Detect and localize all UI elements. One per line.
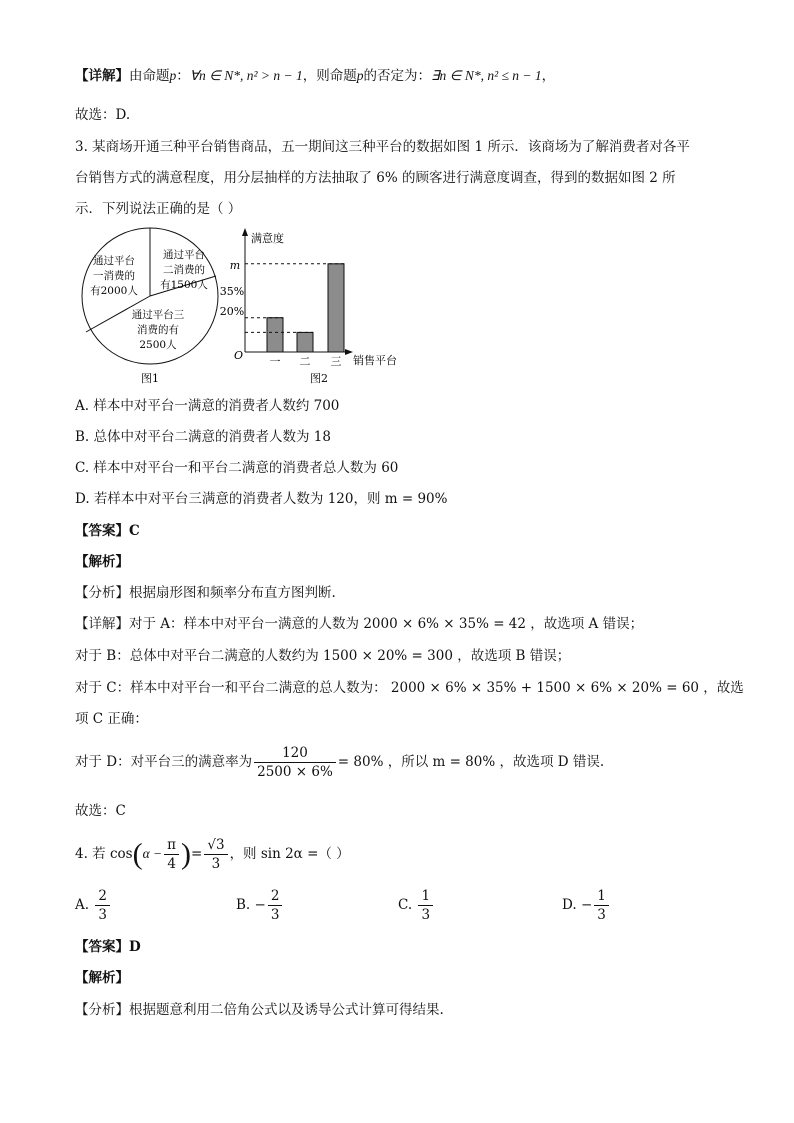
q3-stem-line1: 3. 某商场开通三种平台销售商品，五一期间这三种平台的数据如图 1 所示．该商场为了解消费者对各平 bbox=[75, 139, 690, 155]
q4-stem-post: ，则 sin 2α =（ ） bbox=[229, 846, 350, 862]
opt-label: A. bbox=[75, 897, 90, 913]
opt-fraction bbox=[594, 887, 609, 924]
bar-1 bbox=[267, 318, 283, 352]
opt-label: D. bbox=[562, 897, 577, 913]
bar-3 bbox=[328, 264, 344, 352]
q2-text-c: 的否定为： bbox=[363, 68, 432, 84]
q3-option-a: A. 样本中对平台一满意的消费者人数约 700 bbox=[75, 398, 340, 414]
slice3-line1: 通过平台三 bbox=[131, 309, 185, 321]
q2-detail bbox=[75, 67, 555, 85]
opt-den: 3 bbox=[95, 905, 110, 924]
equals: = bbox=[191, 846, 203, 862]
fig2-caption: 图2 bbox=[310, 372, 328, 385]
q3-analysis: 【分析】根据扇形图和频率分布直方图判断. bbox=[75, 585, 336, 601]
q2-end: ， bbox=[541, 68, 556, 84]
opt-label: C. bbox=[398, 897, 413, 913]
bar-2 bbox=[297, 332, 313, 352]
x-tick-label-2: 二 bbox=[299, 355, 311, 368]
slice2-line1: 通过平台 bbox=[163, 249, 205, 261]
q3-option-d: D. 若样本中对平台三满意的消费者人数为 120，则 m = 90% bbox=[75, 491, 448, 507]
sqrt3: √3 bbox=[207, 837, 225, 853]
x-axis-label: 销售平台 bbox=[353, 354, 397, 367]
four: 4 bbox=[164, 854, 179, 873]
q3-detail-c1: 对于 C：样本中对平台一和平台二满意的总人数为： 2000 × 6% × 35% + 1500 × 6% × 20% = 60 ，故选 bbox=[75, 680, 744, 696]
q4-option-c bbox=[398, 887, 435, 924]
q3-detail-a: 【详解】对于 A：样本中对平台一满意的人数为 2000 × 6% × 35% = 42 ，故选项 A 错误； bbox=[75, 616, 644, 632]
opt-num: 1 bbox=[421, 888, 431, 904]
q4-option-d bbox=[562, 887, 611, 924]
q3-stem-line2: 台销售方式的满意程度，用分层抽样的方法抽取了 6% 的顾客进行满意度调查，得到的数据如图 2 所 bbox=[75, 170, 676, 186]
y-tick-m: m bbox=[229, 259, 241, 272]
opt-num: 1 bbox=[597, 888, 606, 904]
q2-p: p bbox=[169, 68, 177, 83]
detail-tag: 【详解】 bbox=[75, 68, 129, 84]
opt-den: 3 bbox=[594, 905, 609, 924]
pi: π bbox=[167, 837, 177, 853]
opt-fraction bbox=[418, 887, 433, 924]
q2-expr2: ∃n ∈ N*, n² ≤ n − 1 bbox=[431, 68, 542, 83]
right-paren: ) bbox=[181, 837, 192, 871]
slice3-line2: 消费的有 bbox=[137, 324, 179, 336]
pie-figure bbox=[80, 226, 220, 386]
q4-option-b bbox=[236, 887, 284, 924]
opt-sign: − bbox=[580, 897, 593, 913]
q4-stem bbox=[75, 836, 350, 873]
opt-sign: − bbox=[254, 897, 266, 913]
slice1-line2: 一消费的 bbox=[93, 270, 135, 282]
detail-d-post: = 80% ，所以 m = 80% ，故选项 D 错误. bbox=[337, 754, 605, 770]
q2-colon: ： bbox=[176, 68, 190, 84]
q3-detail-c2: 项 C 正确： bbox=[75, 711, 148, 727]
q2-text: 由命题 bbox=[129, 68, 170, 84]
q4-answer: 【答案】D bbox=[75, 939, 141, 955]
slice2-line3: 有1500人 bbox=[160, 279, 208, 291]
slice1-line1: 通过平台 bbox=[93, 255, 135, 267]
q4-alpha: α − bbox=[142, 846, 163, 861]
opt-den: 3 bbox=[268, 905, 283, 924]
pi-over-4 bbox=[164, 836, 179, 873]
q4-cos: 4. 若 cos bbox=[75, 846, 133, 862]
y-axis-arrow bbox=[242, 228, 248, 236]
opt-num: 2 bbox=[270, 888, 280, 904]
x-tick-label-3: 三 bbox=[330, 355, 342, 368]
detail-d-pre: 对于 D：对平台三的满意率为 bbox=[75, 754, 253, 770]
x-tick-label-1: 一 bbox=[269, 355, 281, 368]
sqrt3-over-3 bbox=[204, 836, 227, 873]
fig1-caption: 图1 bbox=[141, 372, 159, 385]
opt-num: 2 bbox=[98, 888, 107, 904]
slice2-line2: 二消费的 bbox=[163, 264, 205, 276]
q2-expr1: ∀n ∈ N*, n² > n − 1 bbox=[189, 68, 303, 83]
bar-chart bbox=[219, 226, 415, 386]
q3-detail-d bbox=[75, 744, 604, 781]
q3-option-b: B. 总体中对平台二满意的消费者人数为 18 bbox=[75, 429, 331, 445]
y-tick-35: 35% bbox=[219, 285, 245, 298]
q2-p2: p bbox=[356, 68, 364, 83]
q3-stem-line3: 示．下列说法正确的是（ ） bbox=[75, 201, 242, 217]
opt-fraction bbox=[268, 887, 283, 924]
three: 3 bbox=[204, 854, 227, 873]
left-paren: ( bbox=[132, 837, 143, 871]
opt-fraction bbox=[95, 887, 110, 924]
y-axis-label: 满意度 bbox=[251, 232, 284, 245]
q3-option-c: C. 样本中对平台一和平台二满意的消费者总人数为 60 bbox=[75, 460, 399, 476]
q4-option-a bbox=[75, 887, 112, 924]
frac-denominator: 2500 × 6% bbox=[254, 762, 336, 781]
opt-den: 3 bbox=[418, 905, 433, 924]
q3-answer: 【答案】C bbox=[75, 523, 140, 539]
x-axis-arrow bbox=[345, 349, 353, 355]
slice1-line3: 有2000人 bbox=[90, 285, 138, 297]
q2-choose: 故选：D. bbox=[75, 107, 131, 123]
detail-d-fraction bbox=[254, 744, 336, 781]
y-tick-20: 20% bbox=[219, 305, 245, 318]
q3-choose: 故选：C bbox=[75, 803, 126, 819]
q4-analysis: 【分析】根据题意利用二倍角公式以及诱导公式计算可得结果. bbox=[75, 1002, 444, 1018]
slice3-line3: 2500人 bbox=[139, 339, 177, 351]
q3-analysis-head: 【解析】 bbox=[75, 554, 129, 570]
q2-text-b: ，则命题 bbox=[302, 68, 357, 84]
frac-numerator: 120 bbox=[282, 745, 308, 761]
q4-analysis-head: 【解析】 bbox=[75, 970, 129, 986]
opt-label: B. bbox=[236, 897, 251, 913]
q3-detail-b: 对于 B：总体中对平台二满意的人数约为 1500 × 20% = 300 ，故选项 B 错误； bbox=[75, 648, 571, 664]
origin-label: O bbox=[234, 349, 244, 362]
